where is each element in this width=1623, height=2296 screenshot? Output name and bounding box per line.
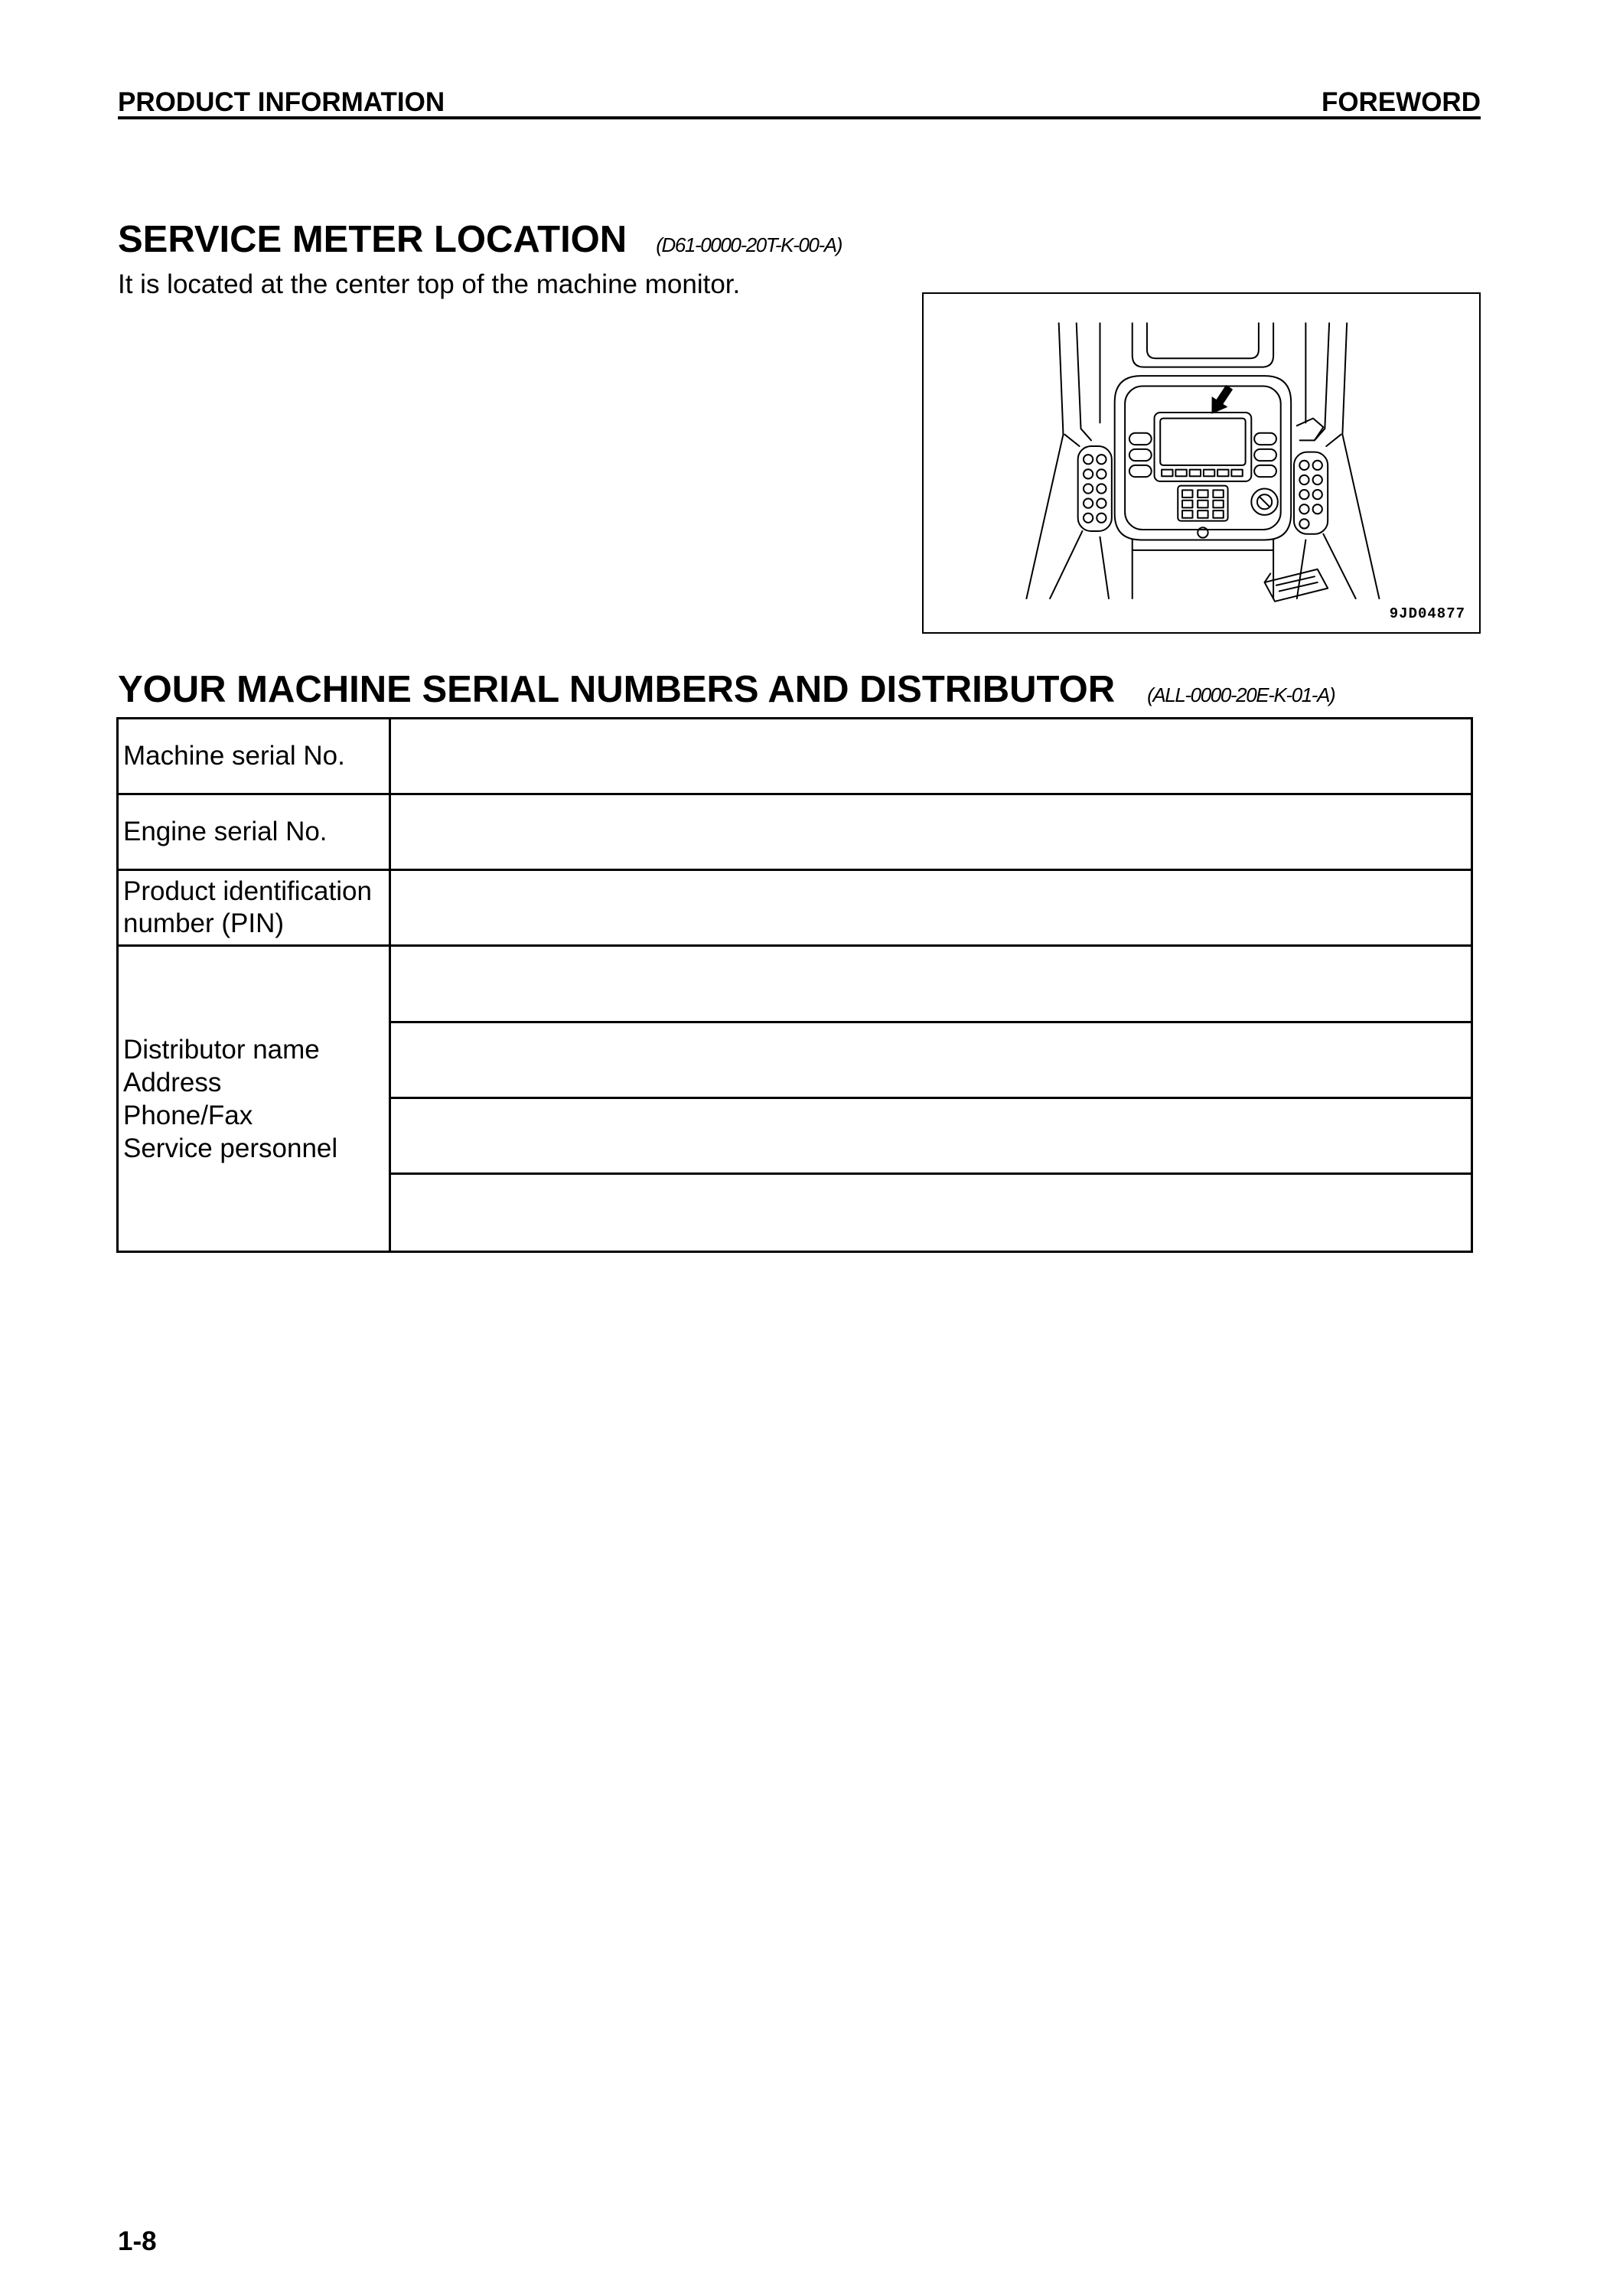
- distributor-label-cell: [119, 947, 391, 1251]
- chapter-name: FOREWORD: [1321, 87, 1481, 117]
- lower-console: [1133, 540, 1273, 598]
- section-name: PRODUCT INFORMATION: [118, 87, 445, 117]
- serial-numbers-heading: [118, 668, 1335, 720]
- machine-monitor: [1155, 413, 1252, 481]
- page-number: 1-8: [118, 2226, 157, 2256]
- service-meter-description: It is located at the center top of the machine monitor.: [118, 269, 741, 299]
- reference-code: (D61-0000-20T-K-00-A): [656, 233, 842, 256]
- key-switch-icon: [1251, 488, 1278, 514]
- pin-label: Product identification number (PIN): [123, 876, 372, 939]
- service-meter-heading: [118, 218, 842, 270]
- arrow-icon: [1211, 385, 1233, 414]
- machine-serial-label: Machine serial No.: [123, 741, 345, 771]
- right-control-panel: [1294, 452, 1328, 534]
- page-header: [118, 89, 1481, 119]
- left-switch-column: [1129, 433, 1152, 477]
- engine-serial-field: [391, 795, 1471, 871]
- monitor-screen: [1160, 419, 1245, 465]
- cab-pillar-right: [1297, 323, 1380, 598]
- right-bracket: [1297, 419, 1324, 441]
- service-personnel-label: Service personnel: [123, 1133, 338, 1163]
- left-control-panel: [1078, 446, 1112, 531]
- phone-fax-field: [391, 1099, 1471, 1175]
- pin-label-cell: [119, 871, 391, 947]
- machine-serial-field: [391, 719, 1471, 795]
- distributor-name-field: [391, 947, 1471, 1022]
- steering-column: [1133, 323, 1273, 367]
- monitor-switch-row: [1162, 470, 1243, 477]
- right-switch-column: [1254, 433, 1276, 477]
- machine-serial-label-cell: [119, 719, 391, 795]
- keypad: [1178, 486, 1227, 521]
- engine-serial-label: Engine serial No.: [123, 817, 328, 847]
- distributor-name-label: Distributor name: [123, 1034, 320, 1065]
- figure-label: 9JD04877: [1389, 605, 1465, 622]
- reference-code: (ALL-0000-20E-K-01-A): [1147, 683, 1335, 706]
- serial-number-table: [116, 717, 1473, 1253]
- service-meter-figure: [922, 292, 1481, 634]
- section-title: SERVICE METER LOCATION: [118, 219, 627, 260]
- phone-fax-label: Phone/Fax: [123, 1100, 253, 1130]
- pin-field: [391, 871, 1471, 947]
- engine-serial-label-cell: [119, 795, 391, 871]
- address-field: [391, 1023, 1471, 1099]
- machine-monitor-illustration: [924, 294, 1479, 632]
- service-personnel-field: [391, 1175, 1471, 1251]
- section-title: YOUR MACHINE SERIAL NUMBERS AND DISTRIBUTOR: [118, 669, 1116, 710]
- address-label: Address: [123, 1067, 222, 1097]
